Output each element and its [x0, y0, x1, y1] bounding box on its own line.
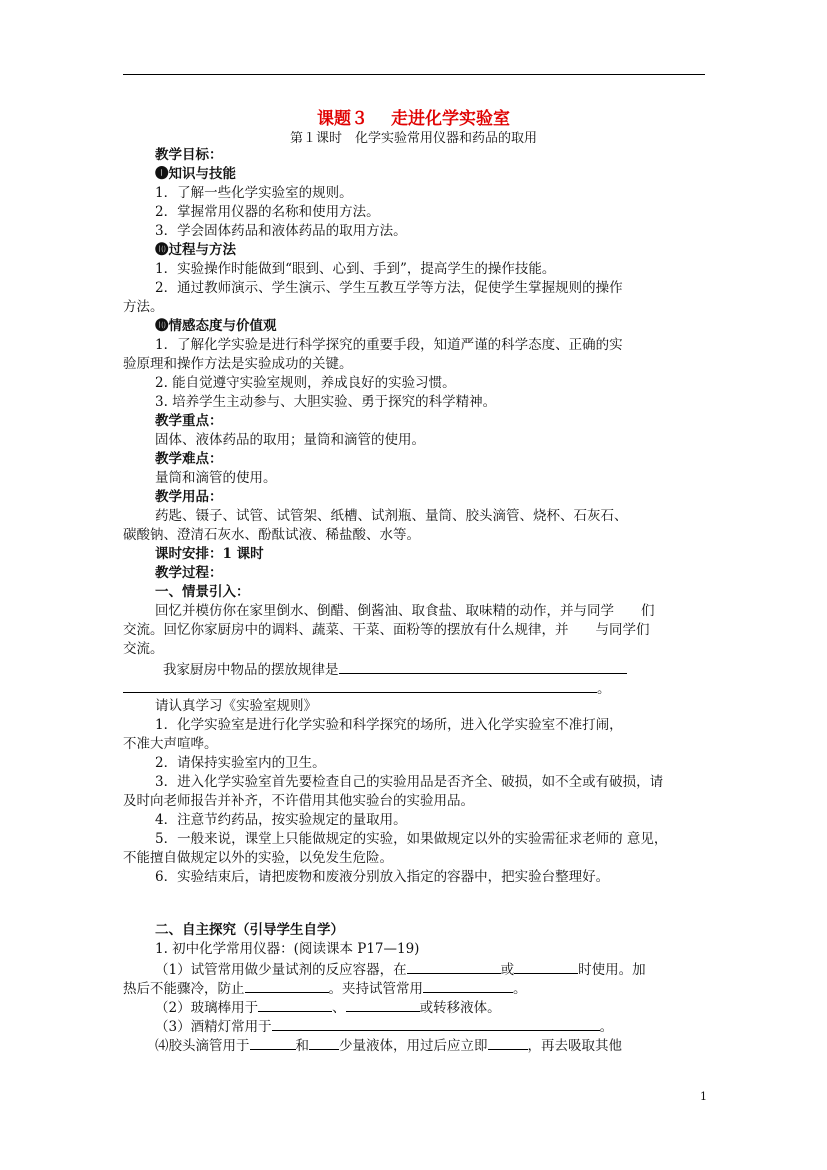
fill-text: （2）玻璃棒用于	[155, 1000, 259, 1016]
answer-blank[interactable]	[123, 678, 597, 693]
fill-line	[155, 959, 646, 980]
text-line: 不准大声喧哗。	[123, 736, 218, 752]
text-line: 方法。	[123, 299, 164, 315]
text-line: 量筒和滴管的使用。	[155, 470, 277, 486]
text-line: 2．掌握常用仪器的名称和使用方法。	[155, 204, 380, 220]
page-title: 课题３ 走进化学实验室	[317, 109, 510, 129]
text-line: 药匙、镊子、试管、试管架、纸槽、试剂瓶、量筒、胶头滴管、烧杯、石灰石、	[155, 508, 628, 524]
fill-line	[155, 1016, 613, 1037]
heading-attitude: ❿情感态度与价值观	[155, 318, 277, 334]
text-line: 3. 培养学生主动参与、大胆实验、勇于探究的科学精神。	[155, 394, 497, 410]
heading-difficulties: 教学难点：	[155, 451, 223, 467]
fill-text: （3）酒精灯常用于	[155, 1019, 272, 1035]
fill-text: （1）试管常用做少量试剂的反应容器，在	[155, 962, 407, 978]
fill-text: 和	[295, 1038, 309, 1054]
text-line: 2．通过教师演示、学生演示、学生互教互学等方法，促使学生掌握规则的操作	[155, 280, 623, 296]
text-line: 回忆并模仿你在家里倒水、倒醋、倒酱油、取食盐、取味精的动作，并与同学 们	[155, 603, 655, 619]
answer-blank[interactable]	[339, 659, 627, 674]
fill-line	[163, 659, 627, 680]
section-2-heading: 二、自主探究（引导学生自学）	[155, 922, 344, 938]
fill-end: 。	[597, 681, 611, 697]
fill-text: ⑷胶头滴管用于	[155, 1038, 250, 1054]
answer-blank[interactable]	[250, 1035, 296, 1050]
page-subtitle: 第１课时 化学实验常用仪器和药品的取用	[289, 131, 537, 146]
text-line: 固体、液体药品的取用；量筒和滴管的使用。	[155, 432, 425, 448]
section-1-heading: 一、情景引入：	[155, 584, 250, 600]
text-line: 3．学会固体药品和液体药品的取用方法。	[155, 223, 407, 239]
answer-blank[interactable]	[346, 997, 420, 1012]
fill-line	[123, 978, 527, 999]
fill-text: 时使用。加	[578, 962, 646, 978]
fill-line	[123, 678, 611, 699]
header-rule	[123, 74, 705, 75]
answer-blank[interactable]	[258, 997, 332, 1012]
text-line: 1．实验操作时能做到“眼到、心到、手到”，提高学生的操作技能。	[155, 261, 556, 277]
text-line: 1．了解一些化学实验室的规则。	[155, 185, 353, 201]
answer-blank[interactable]	[488, 1035, 528, 1050]
fill-prompt: 我家厨房中物品的摆放规律是	[163, 662, 339, 678]
heading-key-points: 教学重点：	[155, 413, 223, 429]
text-line: 1. 初中化学常用仪器：(阅读课本 P17—19)	[155, 941, 420, 957]
answer-blank[interactable]	[272, 1016, 600, 1031]
heading-materials: 教学用品：	[155, 489, 223, 505]
fill-text: 热后不能骤冷，防止	[123, 981, 245, 997]
heading-process: ❿过程与方法	[155, 242, 236, 258]
answer-blank[interactable]	[423, 978, 513, 993]
text-line: 5．一般来说，课堂上只能做规定的实验，如果做规定以外的实验需征求老师的 意见，	[155, 831, 668, 847]
fill-text: 。夹持试管常用	[328, 981, 423, 997]
fill-text: 。	[599, 1019, 614, 1035]
fill-text: 少量液体，用过后应立即	[339, 1038, 488, 1054]
text-line: 不能擅自做规定以外的实验，以免发生危险。	[123, 850, 393, 866]
heading-objectives: 教学目标：	[155, 147, 223, 163]
text-line: 碳酸钠、澄清石灰水、酚酞试液、稀盐酸、水等。	[123, 527, 420, 543]
text-line: 6．实验结束后，请把废物和废液分别放入指定的容器中，把实验台整理好。	[155, 869, 610, 885]
fill-line	[155, 997, 501, 1018]
answer-blank[interactable]	[407, 959, 501, 974]
fill-text: 或	[500, 962, 515, 978]
heading-schedule: 课时安排：1 课时	[155, 546, 264, 562]
answer-blank[interactable]	[309, 1035, 339, 1050]
answer-blank[interactable]	[245, 978, 329, 993]
text-line: 1．化学实验室是进行化学实验和科学探究的场所，进入化学实验室不准打闹，	[155, 717, 623, 733]
text-line: 3．进入化学实验室首先要检查自己的实验用品是否齐全、破损，如不全或有破损，请	[155, 774, 664, 790]
fill-text: 或转移液体。	[419, 1000, 501, 1016]
text-line: 交流。回忆你家厨房中的调料、蔬菜、干菜、面粉等的摆放有什么规律，并 与同学们	[123, 622, 650, 638]
text-line: 4．注意节约药品，按实验规定的量取用。	[155, 812, 407, 828]
fill-text: ，再去吸取其他	[527, 1038, 622, 1054]
text-line: 请认真学习《实验室规则》	[155, 698, 317, 714]
text-line: 验原理和操作方法是实验成功的关键。	[123, 356, 353, 372]
text-line: 及时向老师报告并补齐，不许借用其他实验台的实验用品。	[123, 793, 474, 809]
text-line: 2．请保持实验室内的卫生。	[155, 755, 326, 771]
answer-blank[interactable]	[514, 959, 578, 974]
text-line: 交流。	[123, 641, 164, 657]
heading-process-steps: 教学过程：	[155, 565, 223, 581]
text-line: 1．了解化学实验是进行科学探究的重要手段，知道严谨的科学态度、正确的实	[155, 337, 623, 353]
fill-text: 、	[332, 1000, 346, 1016]
heading-knowledge: ❶知识与技能	[155, 166, 236, 182]
page-number: 1	[700, 1090, 707, 1103]
fill-text: 。	[513, 981, 527, 997]
fill-line	[155, 1035, 622, 1056]
text-line: 2. 能自觉遵守实验室规则，养成良好的实验习惯。	[155, 375, 456, 391]
